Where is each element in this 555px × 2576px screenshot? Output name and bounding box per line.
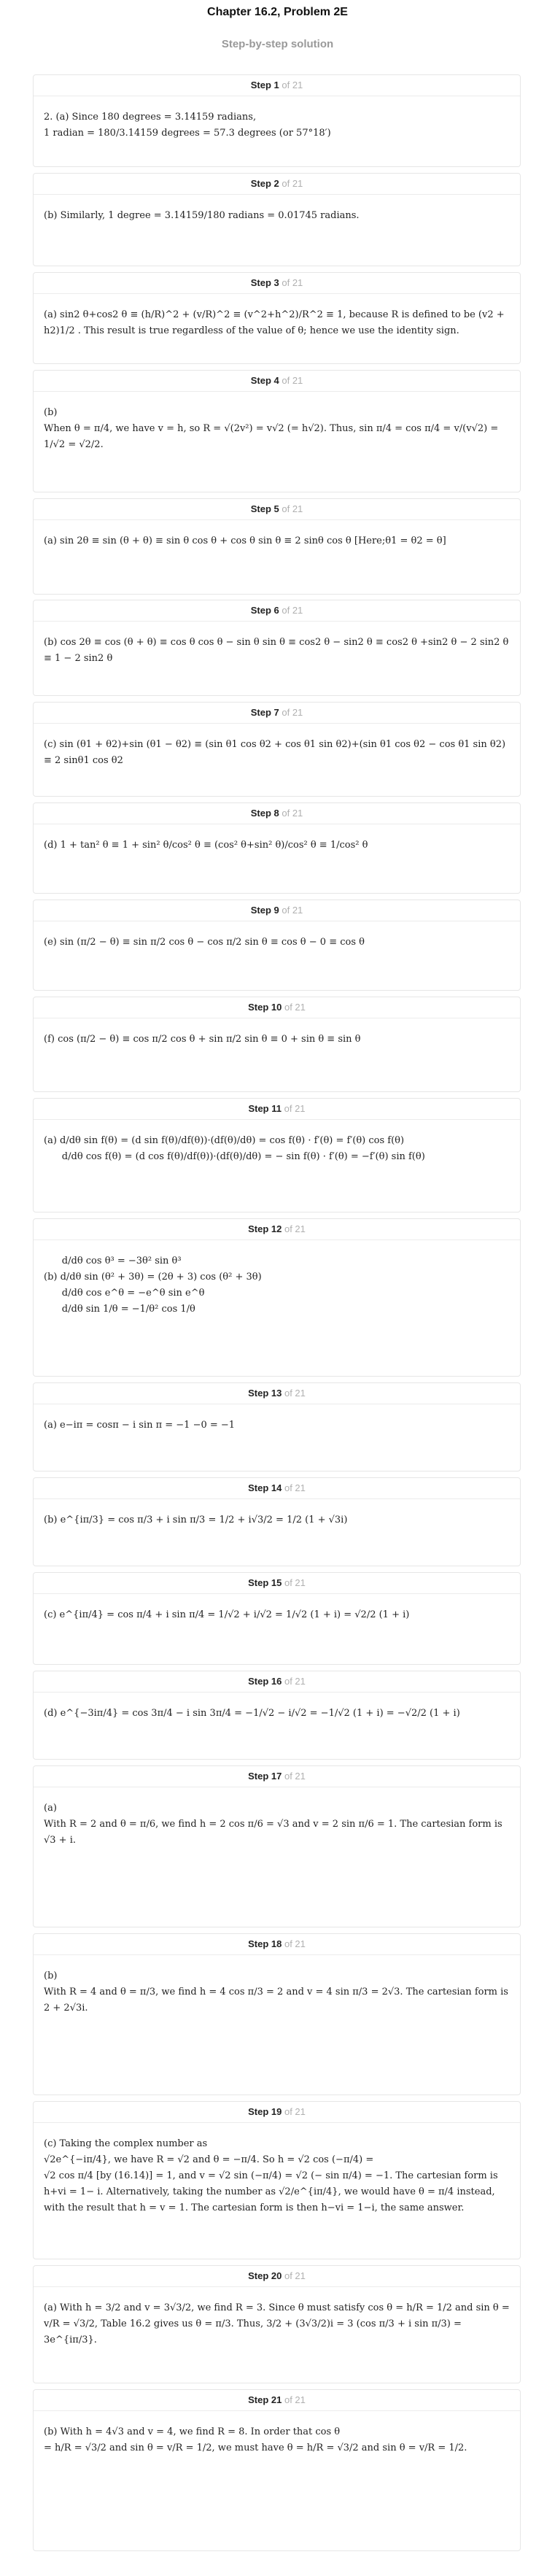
step-body [34,1693,520,1729]
step-count: of 21 [282,808,303,819]
step-card [33,1572,521,1665]
step-header [34,2102,520,2123]
step-label: Step 19 [248,2106,282,2117]
step-count: of 21 [284,2106,306,2117]
step-count: of 21 [284,1223,306,1234]
step-label: Step 4 [250,375,279,386]
step-text: (d) 1 + tan² θ ≡ 1 + sin² θ/cos² θ ≡ (cos² θ+sin² θ)/cos² θ ≡ 1/cos² θ [44,840,368,851]
step-text: (a) d/dθ sin f(θ) = (d sin f(θ)/df(θ))·(df(θ)/dθ) = cos f(θ) · f′(θ) = f′(θ) cos f(θ) d/dθ cos f(θ) = (d cos f(θ)/df(θ))·(df(θ)/dθ) = − sin f(θ) · f′(θ) = −f′(θ) sin f(θ) [44,1135,425,1163]
step-count: of 21 [284,2270,306,2281]
step-card [33,600,521,696]
step-card [33,900,521,991]
step-card [33,1477,521,1566]
step-card [33,1098,521,1212]
step-count: of 21 [284,2394,306,2405]
step-count: of 21 [282,503,303,514]
step-card [33,498,521,595]
step-header [34,1383,520,1404]
step-label: Step 1 [250,80,279,90]
step-header [34,499,520,520]
step-card [33,173,521,266]
step-header [34,273,520,294]
step-count: of 21 [284,1771,306,1782]
step-body [34,1955,520,2024]
step-header [34,600,520,622]
step-label: Step 21 [248,2394,282,2405]
step-text: (b) Similarly, 1 degree = 3.14159/180 radians = 0.01745 radians. [44,210,360,221]
step-count: of 21 [284,1577,306,1588]
step-card [33,74,521,167]
step-count: of 21 [284,1938,306,1949]
step-body [34,1594,520,1631]
step-label: Step 7 [250,707,279,718]
step-header [34,1766,520,1787]
step-body [34,622,520,674]
step-card [33,370,521,492]
step-card [33,2389,521,2551]
step-card [33,802,521,894]
step-count: of 21 [282,605,303,616]
step-header [34,1099,520,1120]
step-label: Step 12 [248,1223,282,1234]
step-label: Step 18 [248,1938,282,1949]
step-body [34,824,520,861]
step-body [34,921,520,958]
step-body [34,96,520,149]
step-text: (e) sin (π/2 − θ) ≡ sin π/2 cos θ − cos π/2 sin θ ≡ cos θ − 0 ≡ cos θ [44,937,365,948]
step-count: of 21 [284,1676,306,1687]
step-body [34,1787,520,1856]
step-header [34,703,520,724]
step-text: (a) e−iπ = cosπ − i sin π = −1 −0 = −1 [44,1420,236,1431]
step-count: of 21 [282,905,303,916]
step-card [33,1671,521,1760]
step-header [34,803,520,824]
step-body [34,1120,520,1172]
step-count: of 21 [284,1482,306,1493]
step-text: (a) With h = 3/2 and v = 3√3/2, we find R = 3. Since θ must satisfy cos θ = h/R = 1/2 and sin θ = v/R = √3/2, Table 16.2 gives us θ = π/3. Thus, 3/2 + (3√3/2)i = 3 (cos π/3 + i sin π/3) = 3e^{iπ/3}. [44,2302,513,2346]
step-body [34,724,520,776]
step-label: Step 14 [248,1482,282,1493]
step-header [34,1671,520,1693]
step-count: of 21 [282,707,303,718]
step-body [34,294,520,347]
step-text: (b) When θ = π/4, we have v = h, so R = √(2v²) = v√2 (= h√2). Thus, sin π/4 = cos π/4 = v/(v√2) = 1/√2 = √2/2. [44,407,499,451]
step-label: Step 5 [250,503,279,514]
step-card [33,2101,521,2259]
step-body [34,1499,520,1536]
step-count: of 21 [282,277,303,288]
step-body [34,195,520,231]
step-label: Step 2 [250,178,279,189]
step-text: (d) e^{−3iπ/4} = cos 3π/4 − i sin 3π/4 = −1/√2 − i/√2 = −1/√2 (1 + i) = −√2/2 (1 + i) [44,1708,460,1719]
step-body [34,2123,520,2224]
step-header [34,1934,520,1955]
step-text: (b) With h = 4√3 and v = 4, we find R = 8. In order that cos θ = h/R = √3/2 and sin θ = v/R = 1/2, we must have θ = h/R = √3/2 and sin θ = v/R = 1/2. [44,2426,467,2454]
step-label: Step 6 [250,605,279,616]
step-text: (b) cos 2θ ≡ cos (θ + θ) ≡ cos θ cos θ − sin θ sin θ ≡ cos2 θ − sin2 θ ≡ cos2 θ +sin2 θ − 2 sin2 θ ≡ 1 − 2 sin2 θ [44,637,512,665]
step-card [33,1765,521,1927]
step-label: Step 10 [248,1002,282,1013]
step-count: of 21 [282,80,303,90]
step-text: 2. (a) Since 180 degrees = 3.14159 radians, 1 radian = 180/3.14159 degrees = 57.3 degrees (or 57°18′) [44,112,331,139]
page-header [0,0,555,66]
page-title: Chapter 16.2, Problem 2E [207,6,348,18]
step-header [34,174,520,195]
page-subtitle: Step-by-step solution [221,38,334,50]
step-body [34,2411,520,2464]
step-label: Step 20 [248,2270,282,2281]
step-text: (c) sin (θ1 + θ2)+sin (θ1 − θ2) ≡ (sin θ1 cos θ2 + cos θ1 sin θ2)+(sin θ1 cos θ2 − cos θ1 sin θ2) ≡ 2 sinθ1 cos θ2 [44,739,509,767]
step-text: (b) With R = 4 and θ = π/3, we find h = 4 cos π/3 = 2 and v = 4 sin π/3 = 2√3. The cartesian form is 2 + 2√3i. [44,1970,508,2014]
step-label: Step 9 [250,905,279,916]
step-header [34,997,520,1018]
step-card [33,997,521,1092]
step-count: of 21 [282,375,303,386]
step-count: of 21 [284,1002,306,1013]
step-body [34,392,520,460]
step-card [33,702,521,797]
step-header [34,1573,520,1594]
step-label: Step 13 [248,1388,282,1399]
step-header [34,2266,520,2287]
step-text: (b) e^{iπ/3} = cos π/3 + i sin π/3 = 1/2 + i√3/2 = 1/2 (1 + √3i) [44,1515,348,1525]
step-text: (a) With R = 2 and θ = π/6, we find h = 2 cos π/6 = √3 and v = 2 sin π/6 = 1. The cartesian form is √3 + i. [44,1803,502,1846]
step-count: of 21 [284,1388,306,1399]
step-header [34,1219,520,1240]
step-label: Step 16 [248,1676,282,1687]
step-text: (a) sin 2θ ≡ sin (θ + θ) ≡ sin θ cos θ + cos θ sin θ ≡ 2 sinθ cos θ [Here;θ1 = θ2 = θ] [44,535,446,546]
step-count: of 21 [282,178,303,189]
step-text: (c) Taking the complex number as √2e^{−iπ/4}, we have R = √2 and θ = −π/4. So h = √2 cos (−π/4) = √2 cos π/4 [by (16.14)] = 1, and v = √2 sin (−π/4) = √2 (− sin π/4) = −1. The cartesian form is h+vi = 1− i. Alternatively, taking the number as √2/e^{iπ/4}, we would have θ = π/4 instead, with the result that h = v = 1. The cartesian form is then h−vi = 1−i, the same answer. [44,2138,498,2214]
step-card [33,1382,521,1471]
step-body [34,520,520,557]
step-label: Step 3 [250,277,279,288]
step-card [33,1933,521,2095]
step-label: Step 17 [248,1771,282,1782]
step-card [33,272,521,364]
step-text: (c) e^{iπ/4} = cos π/4 + i sin π/4 = 1/√2 + i/√2 = 1/√2 (1 + i) = √2/2 (1 + i) [44,1609,410,1620]
step-count: of 21 [284,1103,306,1114]
step-body [34,1404,520,1441]
step-header [34,900,520,921]
step-label: Step 11 [248,1103,282,1114]
step-header [34,371,520,392]
step-header [34,75,520,96]
step-label: Step 15 [248,1577,282,1588]
step-card [33,1218,521,1377]
step-header [34,1478,520,1499]
step-text: (a) sin2 θ+cos2 θ ≡ (h/R)^2 + (v/R)^2 ≡ (v^2+h^2)/R^2 ≡ 1, because R is defined to be (v2 + h2)1/2 . This result is true regardless of the value of θ; hence we use the identity sign. [44,309,508,337]
step-header [34,2390,520,2411]
step-body [34,1018,520,1055]
step-text: (f) cos (π/2 − θ) ≡ cos π/2 cos θ + sin π/2 sin θ ≡ 0 + sin θ ≡ sin θ [44,1034,361,1045]
step-label: Step 8 [250,808,279,819]
step-body [34,2287,520,2356]
step-card [33,2265,521,2383]
step-text: d/dθ cos θ³ = −3θ² sin θ³ (b) d/dθ sin (θ² + 3θ) = (2θ + 3) cos (θ² + 3θ) d/dθ cos e^θ = −e^θ sin e^θ d/dθ sin 1/θ = −1/θ² cos 1/θ [44,1256,262,1315]
step-body [34,1240,520,1325]
